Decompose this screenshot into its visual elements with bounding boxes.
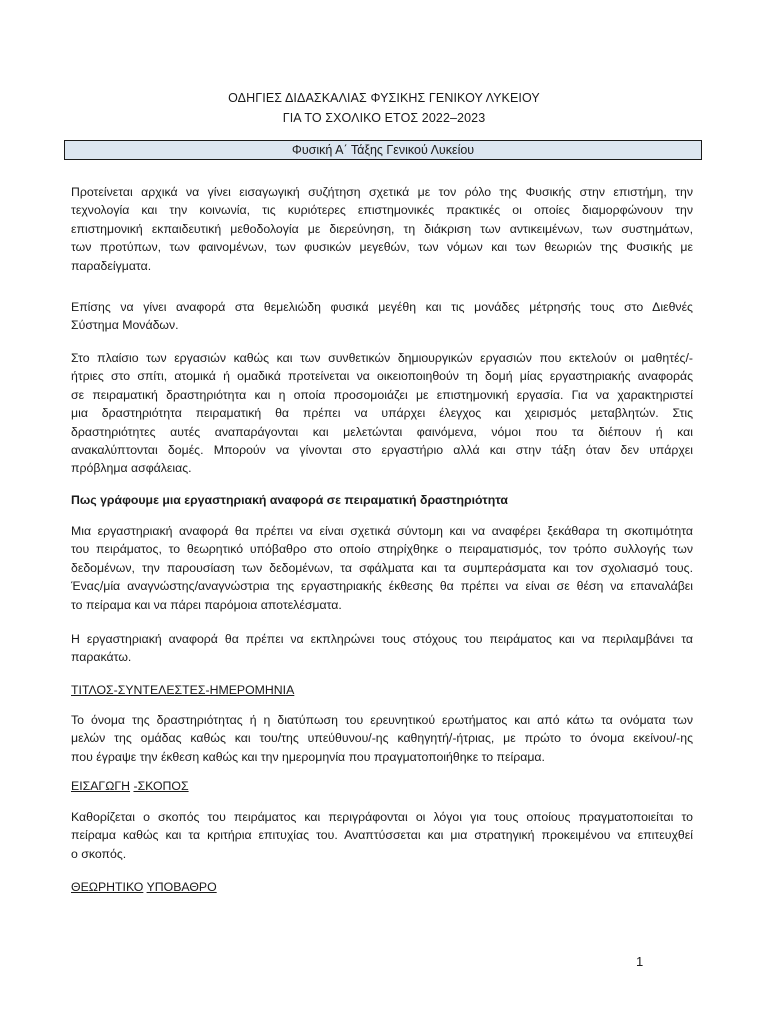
paragraph-line: Ένας/μία αναγνώστης/αναγνώστρια της εργαστηριακής έκθεσης θα πρέπει να είναι σε θέση να επαναλάβει (71, 579, 693, 594)
paragraph-lab-report-goals (71, 630, 693, 667)
document-title-line2: ΓΙΑ ΤΟ ΣΧΟΛΙΚΟ ΕΤΟΣ 2022–2023 (282, 111, 486, 125)
page-number: 1 (636, 954, 644, 969)
section-heading-introduction-part2: -ΣΚΟΠΟΣ (133, 779, 189, 793)
paragraph-lab-report (71, 522, 693, 614)
section-heading-lab-report: Πως γράφουμε μια εργαστηριακή αναφορά σε πειραματική δραστηριότητα (71, 493, 508, 507)
section-heading-title-text: ΤΙΤΛΟΣ-ΣΥΝΤΕΛΕΣΤΕΣ-ΗΜΕΡΟΜΗΝΙΑ (71, 683, 295, 697)
paragraph-si-units (71, 298, 693, 335)
paragraph-introduction (71, 808, 693, 863)
paragraph-line: του πειράματος, το θεωρητικό υπόβαθρο στο οποίο στηρίχθηκε ο πειραματισμός, τον τρόπο συλλογής των (71, 542, 693, 557)
paragraph-line: πρόβλημα ασφάλειας. (71, 461, 192, 476)
paragraph-line: Μια εργαστηριακή αναφορά θα πρέπει να είναι σχετικά σύντομη και να αναφέρει ξεκάθαρα τη σκοπιμότητα (71, 524, 693, 538)
paragraph-line: Το όνομα της δραστηριότητας ή η διατύπωση του ερευνητικού ερωτήματος και από κάτω τα ονόματα των (71, 713, 693, 727)
paragraph-line: πείραμα καθώς και τα κριτήρια επιτυχίας του. Αναπτύσσεται και μια στρατηγική προκειμένου να επιτευχθεί (71, 828, 693, 843)
paragraph-line: που έγραψε την έκθεση καθώς και την ημερομηνία που πραγματοποιήθηκε το πείραμα. (71, 749, 545, 764)
paragraph-line: δεδομένων, την παρουσίαση των δεδομένων, τα σφάλματα και τα συμπεράσματα και τον σχολιασμό τους. (71, 560, 693, 575)
paragraph-line: μια δραστηριότητα πειραματική θα πρέπει να υπάρχει έλεγχος και χειρισμός μεταβλητών. Στις (71, 406, 693, 421)
paragraph-line: μελών της ομάδας καθώς και του/της υπεύθυνου/-ης καθηγητή/-ήτριας, με πρώτο το όνομα εκείνου/-ης (71, 731, 693, 746)
paragraph-line: Προτείνεται αρχικά να γίνει εισαγωγική συζήτηση σχετικά με τον ρόλο της Φυσικής στην επιστήμη, την (71, 185, 693, 199)
class-title-box: Φυσική Α΄ Τάξης Γενικού Λυκείου (64, 140, 702, 160)
paragraph-intro (71, 183, 693, 275)
paragraph-line: Σύστημα Μονάδων. (71, 318, 179, 333)
section-heading-theory-part1: ΘΕΩΡΗΤΙΚΟ (71, 880, 144, 894)
section-heading-theory-part2: ΥΠΟΒΑΘΡΟ (146, 880, 217, 894)
paragraph-line: δραστηριότητες αυτές αναπαράγονται και μελετώνται φαινόμενα, νόμοι που τα διέπουν ή και (71, 424, 693, 439)
paragraph-line: Επίσης να γίνει αναφορά στα θεμελιώδη φυσικά μεγέθη και τις μονάδες μέτρησής τους στο Διεθνές (71, 300, 693, 314)
paragraph-line: Καθορίζεται ο σκοπός του πειράματος και περιγράφονται οι λόγοι για τους οποίους πραγματοποιείται το (71, 810, 693, 824)
section-heading-theory (71, 878, 217, 896)
section-heading-introduction-part1: ΕΙΣΑΓΩΓΗ (71, 779, 131, 793)
paragraph-title-section (71, 711, 693, 766)
paragraph-line: των προτύπων, των φαινομένων, των φυσικών μεγεθών, των νόμων και των θεωριών της Φυσικής με (71, 240, 693, 255)
paragraph-line: το πείραμα και να πάρει παρόμοια αποτελέσματα. (71, 597, 342, 612)
paragraph-line: ανακαλύπτονται δομές. Μπορούν να γίνονται στο εργαστήριο αλλά και στην τάξη όταν δεν υπάρχει (71, 443, 693, 458)
paragraph-experimental-activity (71, 349, 693, 478)
paragraph-line: Στο πλαίσιο των εργασιών καθώς και των συνθετικών δημιουργικών εργασιών που εκτελούν οι μαθητές/- (71, 351, 693, 365)
paragraph-line: σε πειραματική δραστηριότητα και η οποία προσομοιάζει με επιστημονική εργασία. Για να χαρακτηριστεί (71, 387, 693, 402)
paragraph-line: ήτριες στο σπίτι, ατομικά ή ομαδικά προτείνεται να οικειοποιηθούν τη δομή μίας εργαστηριακής αναφοράς (71, 369, 693, 384)
section-heading-introduction (71, 777, 189, 795)
paragraph-line: ο σκοπός. (71, 846, 127, 861)
paragraph-line: παρακάτω. (71, 650, 132, 665)
document-title-line1: ΟΔΗΓΙΕΣ ΔΙΔΑΣΚΑΛΙΑΣ ΦΥΣΙΚΗΣ ΓΕΝΙΚΟΥ ΛΥΚΕΙΟΥ (228, 91, 540, 105)
paragraph-line: επιστημονική εκπαιδευτική μεθοδολογία με διερεύνηση, τη διάκριση των αντικειμένων, των συστημάτων, (71, 221, 693, 236)
section-heading-title (71, 681, 294, 699)
paragraph-line: τεχνολογία και την κοινωνία, τις κυριότερες επιστημονικές πρακτικές οι οποίες διαμορφώνουν την (71, 203, 693, 218)
paragraph-line: Η εργαστηριακή αναφορά θα πρέπει να εκπληρώνει τους στόχους του πειράματος και να περιλαμβάνει τα (71, 632, 693, 646)
paragraph-line: παραδείγματα. (71, 258, 152, 273)
